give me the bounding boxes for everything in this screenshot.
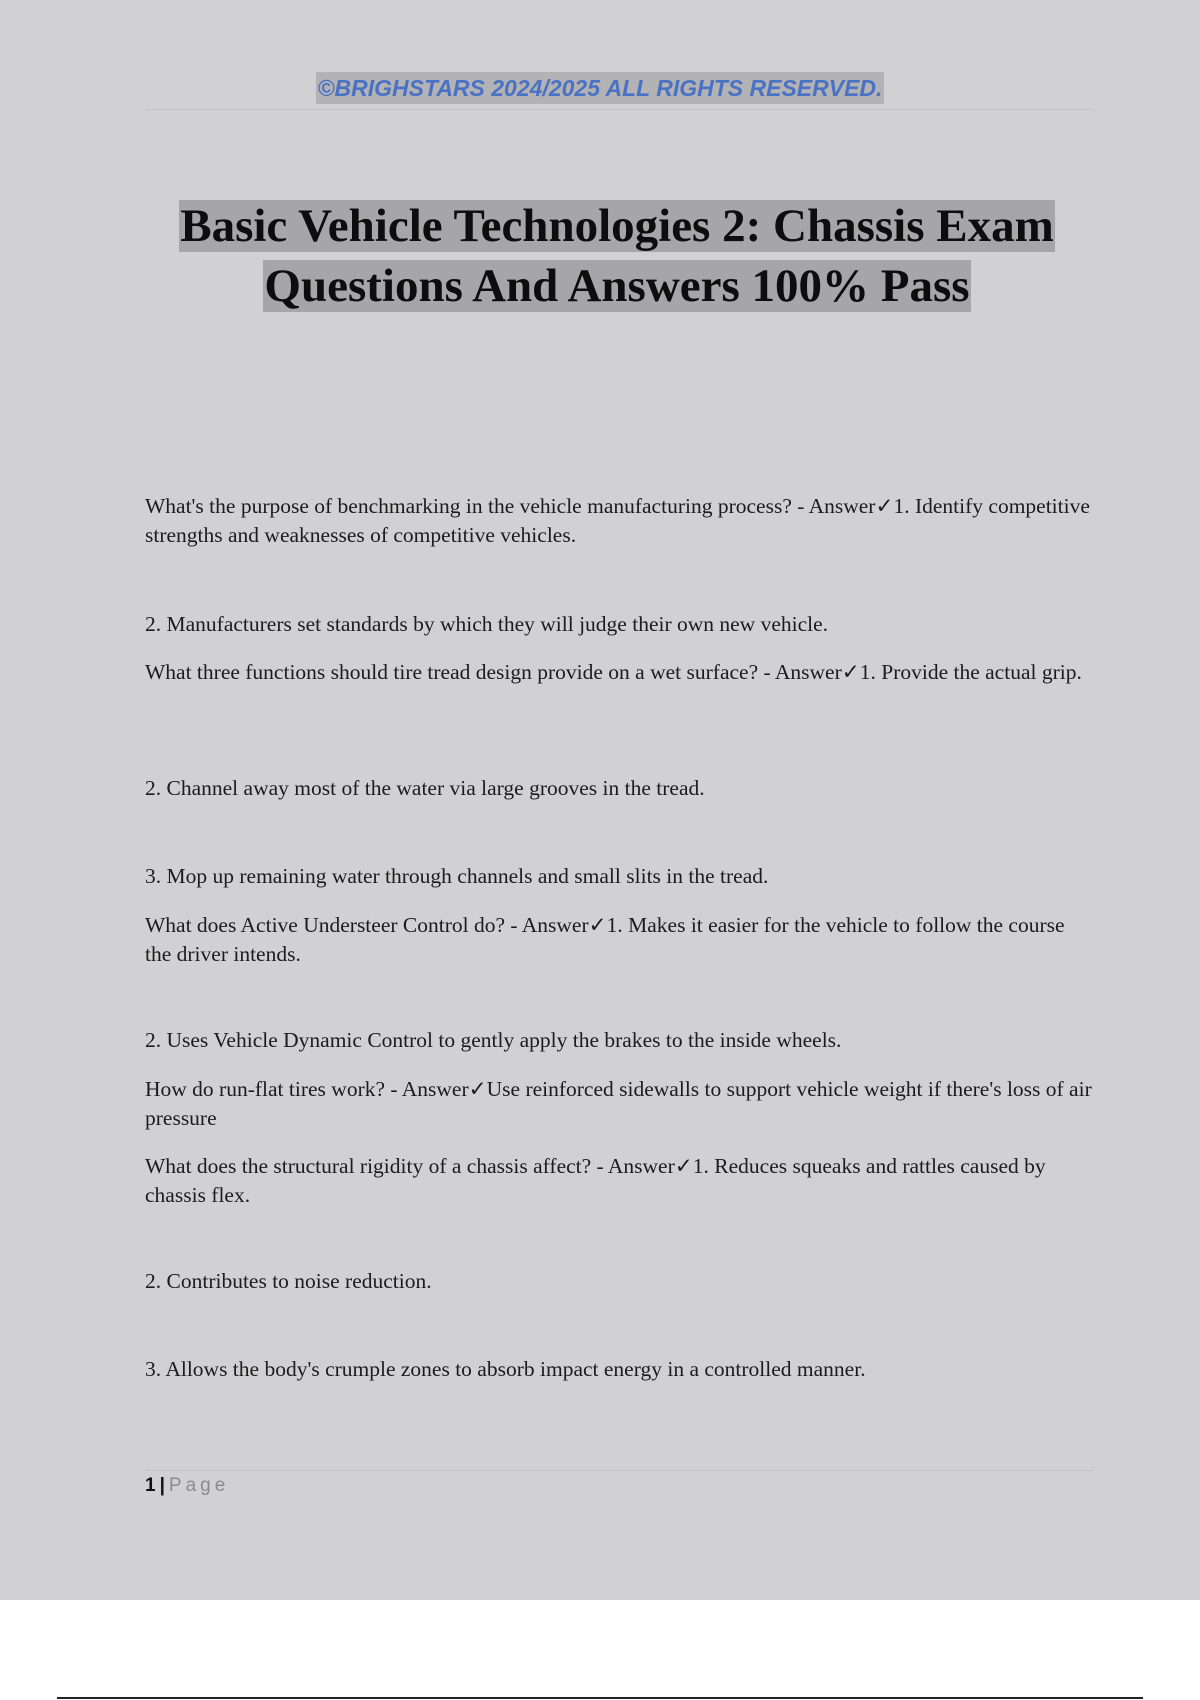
paragraph: What three functions should tire tread design provide on a wet surface? - Answer✓1. Provide the actual grip. — [145, 660, 1082, 684]
paragraph: 2. Uses Vehicle Dynamic Control to gently apply the brakes to the inside wheels. — [145, 1028, 842, 1052]
document-title — [100, 196, 1134, 316]
copyright-text: ©BRIGHSTARS 2024/2025 ALL RIGHTS RESERVED. — [316, 72, 885, 104]
paragraph: 3. Mop up remaining water through channels and small slits in the tread. — [145, 864, 769, 888]
page-separator: | — [159, 1475, 165, 1496]
page-bottom-rule — [57, 1697, 1143, 1699]
paragraph: What does the structural rigidity of a chassis affect? - Answer✓1. Reduces squeaks and rattles caused by chassis flex. — [145, 1154, 1046, 1207]
paragraph: How do run-flat tires work? - Answer✓Use reinforced sidewalls to support vehicle weight if there's loss of air pressure — [145, 1077, 1092, 1130]
header-divider — [145, 109, 1093, 110]
page-number: 1 — [145, 1475, 156, 1496]
paragraph: 2. Channel away most of the water via large grooves in the tread. — [145, 776, 705, 800]
page-footer — [145, 1473, 229, 1499]
paragraph: 2. Contributes to noise reduction. — [145, 1269, 432, 1293]
paragraph: 3. Allows the body's crumple zones to absorb impact energy in a controlled manner. — [145, 1357, 866, 1381]
paragraph: 2. Manufacturers set standards by which they will judge their own new vehicle. — [145, 612, 829, 636]
footer-divider — [145, 1470, 1093, 1471]
document-title-text: Basic Vehicle Technologies 2: Chassis Exam Questions And Answers 100% Pass — [180, 200, 1054, 312]
copyright-header — [0, 72, 1200, 104]
paragraph: What does Active Understeer Control do? - Answer✓1. Makes it easier for the vehicle to follow the course the driver intends. — [145, 913, 1065, 966]
paragraph: What's the purpose of benchmarking in the vehicle manufacturing process? - Answer✓1. Identify competitive strengths and weaknesses of competitive vehicles. — [145, 494, 1090, 547]
page-label: Page — [168, 1475, 230, 1496]
